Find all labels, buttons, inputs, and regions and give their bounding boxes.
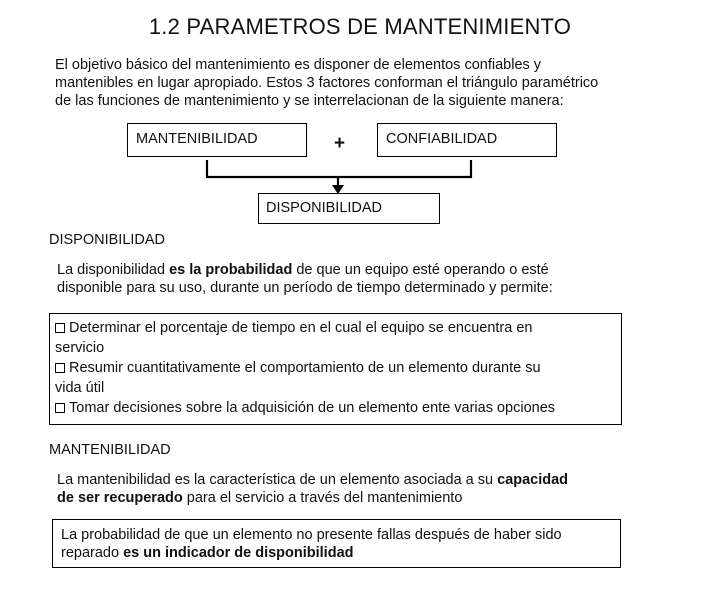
- list-item: [55, 318, 621, 338]
- list-item-continuation: vida útil: [55, 380, 105, 396]
- disponibilidad-uses-box: [49, 313, 622, 425]
- page-title: 1.2 PARAMETROS DE MANTENIMIENTO: [148, 14, 572, 39]
- def-text: para el servicio a través del mantenimiento: [182, 490, 463, 506]
- disponibilidad-definition: [57, 261, 553, 297]
- list-item: [55, 358, 621, 378]
- mantenibilidad-heading: MANTENIBILIDAD: [49, 442, 171, 458]
- note-bold-text: es un indicador de disponibilidad: [123, 545, 354, 561]
- note-line-2: [61, 544, 620, 562]
- disponibilidad-def-line-2: disponible para su uso, durante un período de tiempo determinado y permite:: [57, 280, 553, 296]
- list-item-text: Determinar el porcentaje de tiempo en el cual el equipo se encuentra en: [69, 320, 533, 336]
- intro-line-2: mantenibles en lugar apropiado. Estos 3 factores conforman el triángulo paramétrico: [55, 75, 599, 91]
- note-line-1: La probabilidad de que un elemento no presente fallas después de haber sido: [61, 527, 562, 543]
- intro-line-1: El objetivo básico del mantenimiento es disponer de elementos confiables y: [55, 57, 542, 73]
- def-bold-text: de ser recuperado: [57, 490, 183, 506]
- disponibilidad-heading: DISPONIBILIDAD: [49, 232, 166, 248]
- def-text: La disponibilidad: [57, 262, 170, 278]
- mantenibilidad-box-label: MANTENIBILIDAD: [136, 131, 258, 147]
- bracket-connector: [207, 160, 471, 177]
- checkbox-bullet-icon: [55, 363, 65, 373]
- disponibilidad-box: [258, 193, 440, 224]
- disponibilidad-def-line-1: [57, 261, 553, 279]
- checkbox-bullet-icon: [55, 403, 65, 413]
- mantenibilidad-box: [127, 123, 307, 157]
- checkbox-bullet-icon: [55, 323, 65, 333]
- intro-line-3: de las funciones de mantenimiento y se interrelacionan de la siguiente manera:: [55, 93, 564, 109]
- mantenibilidad-definition: [57, 471, 568, 507]
- list-item-text: Tomar decisiones sobre la adquisición de un elemento ente varias opciones: [69, 400, 556, 416]
- disponibilidad-indicator-note: [52, 519, 621, 568]
- mantenibilidad-def-line-2: [57, 489, 568, 507]
- confiabilidad-box: [377, 123, 557, 157]
- plus-sign: +: [334, 133, 346, 154]
- def-bold-text: capacidad: [497, 472, 569, 488]
- list-item: [55, 398, 621, 418]
- mantenibilidad-def-line-1: [57, 471, 568, 489]
- list-item-continuation: servicio: [55, 340, 105, 356]
- def-text: de que un equipo esté operando o esté: [292, 262, 549, 278]
- confiabilidad-box-label: CONFIABILIDAD: [386, 131, 498, 147]
- list-item-text: Resumir cuantitativamente el comportamiento de un elemento durante su: [69, 360, 541, 376]
- disponibilidad-box-label: DISPONIBILIDAD: [266, 200, 383, 216]
- note-text: reparado: [61, 545, 124, 561]
- def-bold-text: es la probabilidad: [169, 262, 293, 278]
- def-text: La mantenibilidad es la característica de un elemento asociada a su: [57, 472, 498, 488]
